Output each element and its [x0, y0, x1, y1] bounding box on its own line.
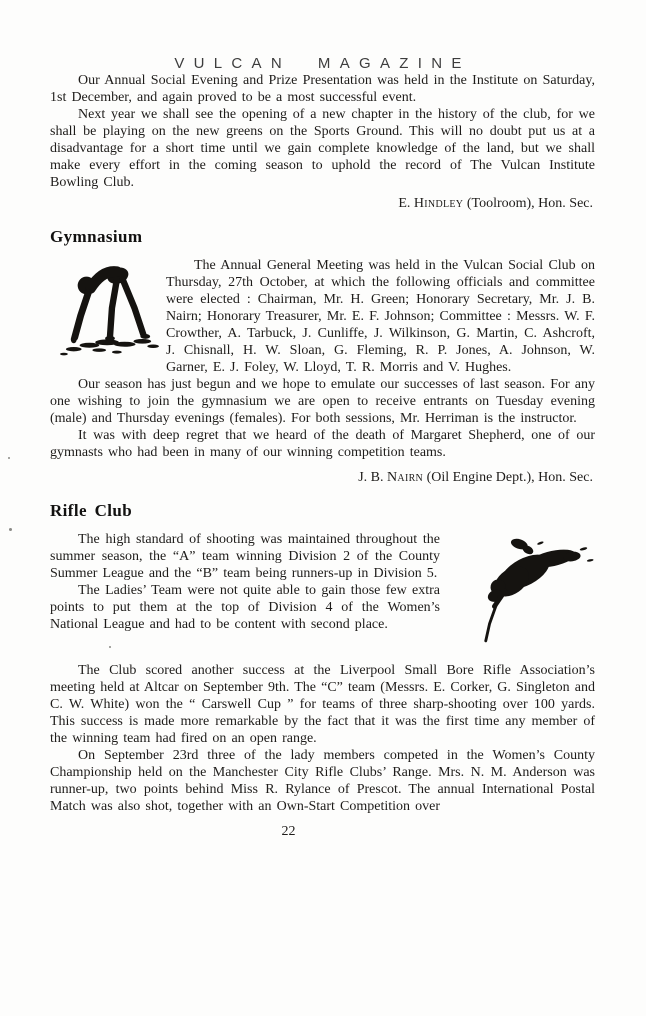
gymnasium-signature	[50, 469, 593, 486]
signature-initials: E.	[398, 196, 414, 211]
bowling-paragraph-1: Our Annual Social Evening and Prize Presentation was held in the Institute on Saturday, 1st December, and again proved to be a most successful event.	[50, 73, 595, 105]
scan-speck	[9, 528, 12, 531]
rifle-paragraph-1: The high standard of shooting was maintained throughout the summer season, the “A” team winning Division 2 of the County Summer League and the “B” team being runners-up in Division 5.	[50, 532, 440, 581]
gymnasium-section	[50, 227, 595, 486]
signature-title: (Oil Engine Dept.), Hon. Sec.	[423, 470, 593, 485]
signature-title: (Toolroom), Hon. Sec.	[463, 196, 593, 211]
signature-surname: Nairn	[387, 470, 424, 485]
rifle-intro-block	[50, 531, 595, 662]
rifle-shooter-silhouette-icon	[480, 533, 595, 651]
gymnasium-paragraph-1: The Annual General Meeting was held in the Vulcan Social Club on Thursday, 27th October, at which the following officials and committee were elected : Chairman, Mr. H. Green; Honorary Secretary, Mr. J. B. Nairn; Honorary Treasurer, Mr. E. F. Johnson; Committee : Messrs. W. F. Crowther, A. Tarbuck, J. Cunliffe, J. Wilkinson, G. Martin, C. Ashcroft, J. Chisnall, H. W. Sloan, G. Fleming, R. P. Jones, A. Johnson, W. Garner, E. J. Foley, W. Lloyd, T. R. Morris and V. Hughes.	[166, 258, 595, 375]
gymnasium-intro-block	[50, 257, 595, 376]
bowling-club-section	[50, 72, 595, 212]
gymnast-illustration	[50, 259, 166, 359]
scan-speck	[109, 646, 111, 648]
signature-surname: Hindley	[413, 196, 464, 211]
scan-speck	[8, 457, 10, 459]
gymnast-silhouette-icon	[56, 259, 164, 357]
gymnasium-paragraph-2: Our season has just begun and we hope to emulate our successes of last season. For any one wishing to join the gymnasium we are open to receive entrants on Tuesday evening (male) and Thursday evenings (females). For both sessions, Mr. Herriman is the instructor.	[50, 377, 595, 426]
gymnasium-heading: Gymnasium	[50, 227, 143, 246]
signature-initials: J. B.	[358, 470, 388, 485]
rifle-shooter-illustration	[440, 533, 595, 662]
bowling-paragraph-2: Next year we shall see the opening of a new chapter in the history of the club, for we shall be playing on the new greens on the Sports Ground. This will no doubt put us at a disadvantage for a short time until we gain complete knowledge of the land, but we shall make every effort in the coming season to uphold the record of The Vulcan Institute Bowling Club.	[50, 107, 595, 190]
rifle-paragraph-4: On September 23rd three of the lady members competed in the Women’s County Championship held on the Manchester City Rifle Clubs’ Range. Mrs. N. M. Anderson was runner-up, two points behind Miss R. Rylance of Prescot. The annual International Postal Match was also shot, together with an Own-Start Competition over	[50, 748, 595, 814]
gymnasium-paragraph-3: It was with deep regret that we heard of the death of Margaret Shepherd, one of our gymnasts who had been in many of our winning competition teams.	[50, 428, 595, 460]
rifle-club-heading: Rifle Club	[50, 501, 133, 520]
rifle-paragraph-2: The Ladies’ Team were not quite able to gain those few extra points to put them at the top of Division 4 of the Women’s National League and had to be content with second place.	[50, 583, 440, 632]
bowling-signature	[50, 195, 593, 212]
page-number: 22	[281, 824, 296, 839]
rifle-paragraph-3: The Club scored another success at the Liverpool Small Bore Rifle Association’s meeting held at Altcar on September 9th. The “C” team (Messrs. E. Corker, G. Singleton and C. W. White) won the “ Carswell Cup ” for teams of three sharp-shooting over 100 yards. This success is made more remarkable by the fact that it was the first time any member of the winning team had fired on an open range.	[50, 663, 595, 746]
rifle-club-section	[50, 501, 595, 815]
magazine-masthead: VULCAN MAGAZINE	[174, 55, 471, 72]
